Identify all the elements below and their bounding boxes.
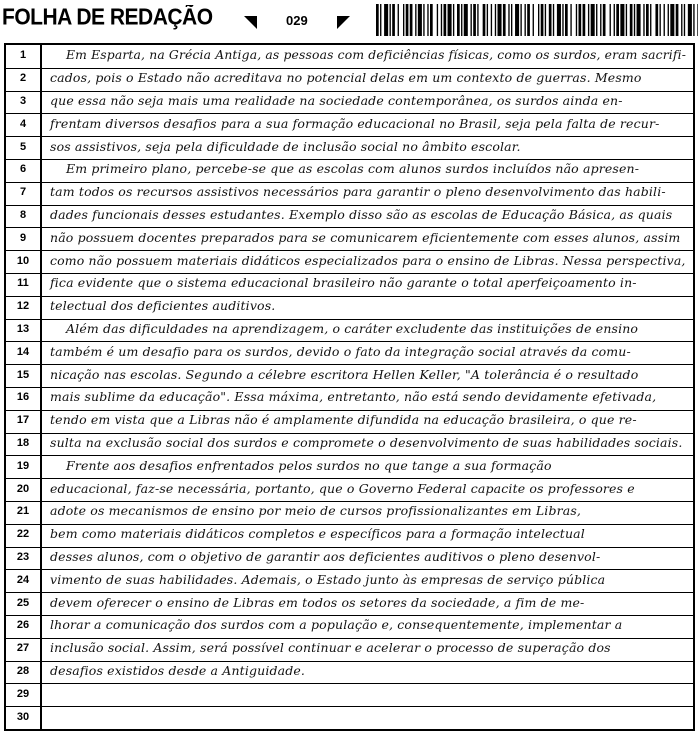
barcode-bar — [384, 4, 388, 36]
barcode-image — [376, 4, 698, 36]
barcode-bar — [676, 4, 679, 36]
line-number: 29 — [16, 687, 30, 700]
barcode-bar — [533, 4, 534, 36]
barcode-bar — [410, 4, 413, 36]
line-number: 26 — [16, 619, 30, 632]
barcode-bar — [376, 4, 379, 36]
line-number: 10 — [16, 254, 30, 267]
line-number: 20 — [16, 482, 30, 495]
barcode-bar — [664, 4, 665, 36]
barcode-bar — [471, 4, 472, 36]
barcode-bar — [634, 4, 635, 36]
barcode-bar — [681, 4, 682, 36]
barcode-bar — [423, 4, 424, 36]
essay-line: dades funcionais desses estudantes. Exemplo disso são as escolas de Educação Básica, as quais — [50, 207, 673, 222]
barcode-bar — [390, 4, 391, 36]
barcode-bar — [503, 4, 506, 36]
line-rule — [6, 91, 693, 92]
line-number: 14 — [16, 345, 30, 358]
barcode-bar — [610, 4, 611, 36]
line-number: 18 — [16, 437, 30, 449]
barcode-bar — [464, 4, 468, 36]
line-rule — [6, 706, 693, 707]
barcode-bar — [616, 4, 619, 36]
barcode-bar — [668, 4, 669, 36]
barcode-bar — [630, 4, 633, 36]
page-title: FOLHA DE REDAÇÃO — [2, 5, 213, 30]
line-number: 4 — [19, 117, 27, 130]
barcode-bar — [549, 4, 552, 36]
barcode-bar — [646, 4, 649, 36]
barcode-bar — [603, 4, 606, 36]
barcode-bar — [403, 4, 404, 36]
barcode-bar — [614, 4, 615, 36]
barcode-bar — [600, 4, 601, 36]
line-number: 7 — [19, 186, 27, 199]
essay-line: tendo em vista que a Libras não é amplamente difundida na educação brasileira, o que re- — [50, 412, 637, 428]
line-number: 5 — [19, 140, 27, 153]
barcode-bar — [688, 4, 692, 36]
line-rule — [6, 661, 693, 662]
line-rule — [6, 387, 693, 388]
barcode-bar — [697, 4, 698, 36]
line-number: 11 — [17, 277, 29, 290]
essay-line: sos assistivos, seja pela dificuldade de inclusão social no âmbito escolar. — [50, 138, 521, 154]
line-number: 30 — [16, 710, 30, 723]
essay-line: educacional, faz-se necessária, portanto, que o Governo Federal capacite os professores e — [50, 480, 635, 496]
barcode-bar — [684, 4, 685, 36]
essay-line: Em primeiro plano, percebe-se que as escolas com alunos surdos incluídos não apresen- — [66, 161, 640, 177]
essay-line: lhorar a comunicação dos surdos com a população e, consequentemente, implementar a — [50, 617, 623, 633]
essay-line: telectual dos deficientes auditivos. — [50, 298, 276, 314]
line-number: 22 — [16, 528, 30, 541]
barcode-bar — [660, 4, 661, 36]
barcode-bar — [444, 4, 447, 36]
line-rule — [6, 547, 693, 548]
line-number: 1 — [19, 49, 27, 62]
line-number: 19 — [16, 459, 30, 472]
line-rule — [6, 296, 693, 297]
barcode-bar — [448, 4, 452, 36]
essay-line: cados, pois o Estado não acreditava no potencial delas em um contexto de guerras. Mesmo — [50, 70, 642, 86]
barcode-bar — [511, 4, 512, 36]
barcode-bar — [430, 4, 433, 36]
line-rule — [6, 341, 693, 342]
barcode-bar — [655, 4, 658, 36]
barcode-bar — [398, 4, 399, 36]
essay-line: como não possuem materiais didáticos especializados para o ensino de Libras. Nessa perspectiva, — [50, 252, 686, 268]
essay-line: vimento de suas habilidades. Ademais, o Estado junto às empresas de serviço pública — [50, 571, 606, 587]
barcode-bar — [453, 4, 454, 36]
barcode-bar — [495, 4, 496, 36]
barcode-bar — [591, 4, 595, 36]
barcode-bar — [596, 4, 597, 36]
barcode-bar — [538, 4, 539, 36]
essay-line: também é um desafio para os surdos, devido o fato da integração social através da comu- — [50, 343, 631, 359]
barcode-bar — [637, 4, 641, 36]
line-rule — [6, 478, 693, 479]
line-number: 17 — [16, 414, 30, 427]
barcode-bar — [406, 4, 409, 36]
line-rule — [6, 319, 693, 320]
essay-line: que essa não seja mais uma realidade na sociedade contemporânea, os surdos ainda en- — [50, 93, 623, 108]
line-number: 28 — [16, 665, 30, 677]
registration-mark-left — [244, 16, 257, 29]
essay-line: mais sublime da educação". Essa máxima, entretanto, não está sendo devidamente efetivada, — [50, 389, 657, 405]
barcode-bar — [588, 4, 589, 36]
barcode-bar — [553, 4, 554, 36]
line-rule — [6, 455, 693, 456]
line-number: 2 — [19, 72, 27, 85]
line-rule — [6, 250, 693, 251]
essay-line: sulta na exclusão social dos surdos e compromete o desenvolvimento de suas habilidades sociais. — [50, 435, 683, 450]
line-number: 16 — [16, 391, 30, 404]
barcode-bar — [643, 4, 644, 36]
line-rule — [6, 182, 693, 183]
essay-line: fica evidente que o sistema educacional brasileiro não garante o total aperfeiçoamento in- — [50, 275, 637, 291]
essay-line: Em Esparta, na Grécia Antiga, as pessoas com deficiências físicas, como os surdos, eram sacrifi- — [66, 47, 687, 63]
line-rule — [6, 501, 693, 502]
essay-line: desses alunos, com o objetivo de garantir aos deficientes auditivos o pleno desenvol- — [50, 549, 601, 564]
line-number: 6 — [19, 163, 27, 176]
essay-line: adote os mecanismos de ensino por meio de cursos profissionalizantes em Libras, — [50, 503, 582, 519]
barcode-bar — [562, 4, 563, 36]
essay-sheet — [4, 43, 695, 731]
line-number: 3 — [19, 95, 27, 107]
barcode-bar — [491, 4, 492, 36]
line-rule — [6, 569, 693, 570]
barcode-bar — [670, 4, 674, 36]
line-rule — [6, 113, 693, 114]
line-rule — [6, 68, 693, 69]
line-number: 24 — [16, 573, 30, 586]
barcode-bar — [477, 4, 478, 36]
barcode-bar — [565, 4, 568, 36]
line-number: 27 — [16, 642, 30, 655]
essay-line: tam todos os recursos assistivos necessários para garantir o pleno desenvolvimento das habili- — [50, 184, 666, 200]
barcode-bar — [392, 4, 395, 36]
barcode-bar — [650, 4, 651, 36]
line-rule — [6, 136, 693, 137]
essay-line: não possuem docentes preparados para se comunicarem eficientemente com esses alunos, assim — [50, 229, 681, 245]
line-rule — [6, 410, 693, 411]
barcode-bar — [541, 4, 544, 36]
barcode-bar — [515, 4, 519, 36]
line-rule — [6, 227, 693, 228]
barcode-bar — [545, 4, 546, 36]
line-number: 23 — [16, 551, 30, 563]
essay-line: Além das dificuldades na aprendizagem, o caráter excludente das instituições de ensino — [66, 321, 639, 336]
essay-line: frentam diversos desafios para a sua formação educacional no Brasil, seja pela falta de recur- — [50, 115, 660, 131]
line-rule — [6, 592, 693, 593]
barcode-bar — [437, 4, 438, 36]
line-number: 21 — [16, 505, 30, 518]
line-number: 25 — [16, 596, 30, 609]
barcode-bar — [525, 4, 526, 36]
line-number: 9 — [19, 231, 27, 244]
line-rule — [6, 364, 693, 365]
barcode-bar — [415, 4, 416, 36]
sheet-number: 029 — [286, 13, 308, 28]
barcode-bar — [626, 4, 627, 36]
line-rule — [6, 615, 693, 616]
essay-line: devem oferecer o ensino de Libras em todos os setores da sociedade, a fim de me- — [50, 594, 585, 610]
essay-line: desafios existidos desde a Antiguidade. — [50, 663, 306, 678]
line-rule — [6, 433, 693, 434]
registration-mark-right — [337, 16, 350, 29]
barcode-bar — [461, 4, 462, 36]
barcode-bar — [579, 4, 582, 36]
barcode-bar — [508, 4, 509, 36]
barcode-bar — [620, 4, 624, 36]
barcode-bar — [693, 4, 694, 36]
line-number: 15 — [16, 368, 30, 381]
barcode-bar — [520, 4, 521, 36]
barcode-bar — [557, 4, 561, 36]
barcode-bar — [380, 4, 381, 36]
barcode-bar — [457, 4, 460, 36]
line-number: 12 — [16, 300, 30, 313]
barcode-bar — [418, 4, 422, 36]
barcode-bar — [483, 4, 486, 36]
essay-line: Frente aos desafios enfrentados pelos surdos no que tange a sua formação — [66, 457, 552, 473]
barcode-bar — [427, 4, 428, 36]
line-rule — [6, 683, 693, 684]
essay-line: bem como materiais didáticos completos e específicos para a formação intelectual — [50, 526, 585, 542]
line-rule — [6, 638, 693, 639]
barcode-bar — [570, 4, 571, 36]
barcode-bar — [576, 4, 577, 36]
line-rule — [6, 205, 693, 206]
barcode-bar — [473, 4, 476, 36]
barcode-bar — [498, 4, 502, 36]
line-number: 8 — [19, 209, 27, 221]
barcode-bar — [441, 4, 442, 36]
line-rule — [6, 159, 693, 160]
essay-line: nicação nas escolas. Segundo a célebre escritora Hellen Keller, "A tolerância é o resultado — [50, 366, 639, 382]
line-number: 13 — [16, 323, 30, 335]
line-rule — [6, 524, 693, 525]
barcode-bar — [487, 4, 488, 36]
barcode-bar — [583, 4, 586, 36]
line-rule — [6, 273, 693, 274]
essay-line: inclusão social. Assim, será possível continuar e acelerar o processo de superação dos — [50, 640, 611, 656]
barcode-bar — [527, 4, 530, 36]
